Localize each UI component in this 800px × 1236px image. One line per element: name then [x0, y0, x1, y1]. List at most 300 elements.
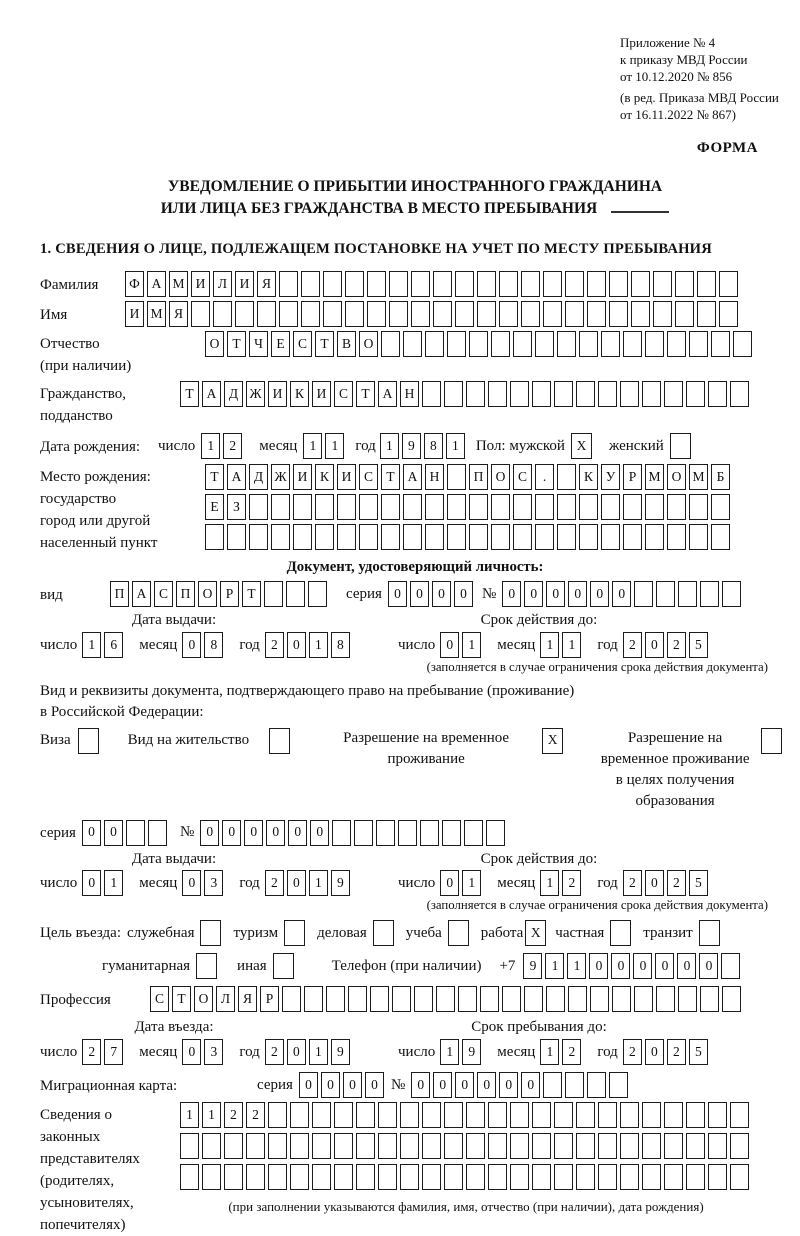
char-box[interactable]: 9: [331, 1039, 350, 1065]
char-box[interactable]: [708, 1133, 727, 1159]
char-box[interactable]: И: [125, 301, 144, 327]
char-box[interactable]: [205, 524, 224, 550]
char-box[interactable]: 0: [440, 870, 459, 896]
char-box[interactable]: 2: [623, 1039, 642, 1065]
char-box[interactable]: X: [525, 920, 546, 946]
char-box[interactable]: Р: [623, 464, 642, 490]
char-box[interactable]: М: [147, 301, 166, 327]
char-box[interactable]: [447, 494, 466, 520]
char-box[interactable]: Ф: [125, 271, 144, 297]
char-box[interactable]: [444, 1102, 463, 1128]
char-box[interactable]: О: [667, 464, 686, 490]
char-box[interactable]: [420, 820, 439, 846]
char-box[interactable]: [587, 301, 606, 327]
char-box[interactable]: [623, 524, 642, 550]
char-box[interactable]: 7: [104, 1039, 123, 1065]
char-box[interactable]: [598, 381, 617, 407]
char-box[interactable]: 0: [288, 820, 307, 846]
char-box[interactable]: [513, 524, 532, 550]
char-box[interactable]: 2: [265, 632, 284, 658]
char-box[interactable]: [464, 820, 483, 846]
char-box[interactable]: [761, 728, 782, 754]
char-box[interactable]: [699, 920, 720, 946]
char-box[interactable]: [196, 953, 217, 979]
char-box[interactable]: [576, 1133, 595, 1159]
char-box[interactable]: [376, 820, 395, 846]
char-box[interactable]: [576, 1102, 595, 1128]
char-box[interactable]: В: [337, 331, 356, 357]
char-box[interactable]: 0: [589, 953, 608, 979]
residence-issue-year-boxes[interactable]: [265, 870, 353, 896]
char-box[interactable]: [392, 986, 411, 1012]
char-box[interactable]: [400, 1102, 419, 1128]
char-box[interactable]: [326, 986, 345, 1012]
char-box[interactable]: С: [150, 986, 169, 1012]
char-box[interactable]: 6: [104, 632, 123, 658]
char-box[interactable]: [323, 301, 342, 327]
char-box[interactable]: [466, 381, 485, 407]
char-box[interactable]: А: [147, 271, 166, 297]
char-box[interactable]: [202, 1133, 221, 1159]
char-box[interactable]: 0: [182, 1039, 201, 1065]
char-box[interactable]: К: [290, 381, 309, 407]
char-box[interactable]: [200, 920, 221, 946]
char-box[interactable]: 1: [202, 1102, 221, 1128]
char-box[interactable]: Р: [260, 986, 279, 1012]
char-box[interactable]: 1: [540, 1039, 559, 1065]
char-box[interactable]: [590, 986, 609, 1012]
char-box[interactable]: [403, 524, 422, 550]
char-box[interactable]: Т: [356, 381, 375, 407]
document-series-boxes[interactable]: [388, 581, 476, 607]
char-box[interactable]: М: [689, 464, 708, 490]
char-box[interactable]: [543, 301, 562, 327]
char-box[interactable]: [722, 581, 741, 607]
char-box[interactable]: Т: [205, 464, 224, 490]
char-box[interactable]: [249, 494, 268, 520]
issue-month-boxes[interactable]: [182, 632, 226, 658]
char-box[interactable]: [334, 1164, 353, 1190]
char-box[interactable]: [609, 271, 628, 297]
char-box[interactable]: [670, 433, 691, 459]
char-box[interactable]: Т: [227, 331, 246, 357]
char-box[interactable]: [444, 1164, 463, 1190]
char-box[interactable]: [148, 820, 167, 846]
char-box[interactable]: [290, 1102, 309, 1128]
char-box[interactable]: [700, 986, 719, 1012]
char-box[interactable]: 1: [540, 870, 559, 896]
char-box[interactable]: [279, 271, 298, 297]
char-box[interactable]: 2: [246, 1102, 265, 1128]
char-box[interactable]: [345, 301, 364, 327]
char-box[interactable]: [293, 524, 312, 550]
char-box[interactable]: [697, 271, 716, 297]
char-box[interactable]: К: [315, 464, 334, 490]
char-box[interactable]: [337, 494, 356, 520]
char-box[interactable]: [466, 1164, 485, 1190]
char-box[interactable]: 0: [611, 953, 630, 979]
char-box[interactable]: [656, 986, 675, 1012]
char-box[interactable]: [576, 1164, 595, 1190]
char-box[interactable]: 0: [287, 632, 306, 658]
purpose-tourism-checkbox[interactable]: [284, 920, 308, 946]
char-box[interactable]: А: [202, 381, 221, 407]
char-box[interactable]: [730, 1164, 749, 1190]
char-box[interactable]: [378, 1164, 397, 1190]
char-box[interactable]: [279, 301, 298, 327]
char-box[interactable]: 0: [82, 820, 101, 846]
char-box[interactable]: [202, 1164, 221, 1190]
char-box[interactable]: А: [403, 464, 422, 490]
char-box[interactable]: [422, 381, 441, 407]
residence-valid-day-boxes[interactable]: [440, 870, 484, 896]
char-box[interactable]: 0: [432, 581, 451, 607]
char-box[interactable]: [466, 1102, 485, 1128]
char-box[interactable]: [271, 494, 290, 520]
valid-month-boxes[interactable]: [540, 632, 584, 658]
char-box[interactable]: [337, 524, 356, 550]
char-box[interactable]: [403, 331, 422, 357]
char-box[interactable]: [332, 820, 351, 846]
char-box[interactable]: [282, 986, 301, 1012]
char-box[interactable]: [488, 381, 507, 407]
char-box[interactable]: [579, 331, 598, 357]
char-box[interactable]: [469, 494, 488, 520]
char-box[interactable]: 0: [222, 820, 241, 846]
temporary-residence-education-checkbox[interactable]: [761, 728, 785, 754]
char-box[interactable]: [656, 581, 675, 607]
char-box[interactable]: [301, 271, 320, 297]
char-box[interactable]: К: [579, 464, 598, 490]
char-box[interactable]: И: [293, 464, 312, 490]
char-box[interactable]: 2: [82, 1039, 101, 1065]
char-box[interactable]: [213, 301, 232, 327]
char-box[interactable]: [308, 581, 327, 607]
char-box[interactable]: Е: [271, 331, 290, 357]
char-box[interactable]: [623, 331, 642, 357]
char-box[interactable]: З: [227, 494, 246, 520]
char-box[interactable]: 1: [325, 433, 344, 459]
char-box[interactable]: [235, 301, 254, 327]
char-box[interactable]: 0: [655, 953, 674, 979]
char-box[interactable]: [620, 1133, 639, 1159]
char-box[interactable]: [554, 1133, 573, 1159]
char-box[interactable]: [414, 986, 433, 1012]
char-box[interactable]: [667, 331, 686, 357]
stay-year-boxes[interactable]: [623, 1039, 711, 1065]
char-box[interactable]: [653, 271, 672, 297]
char-box[interactable]: [466, 1133, 485, 1159]
char-box[interactable]: [535, 331, 554, 357]
char-box[interactable]: [598, 1164, 617, 1190]
char-box[interactable]: [455, 271, 474, 297]
char-box[interactable]: 1: [440, 1039, 459, 1065]
char-box[interactable]: 8: [331, 632, 350, 658]
char-box[interactable]: [312, 1133, 331, 1159]
document-type-boxes[interactable]: [110, 581, 330, 607]
char-box[interactable]: [458, 986, 477, 1012]
char-box[interactable]: [579, 524, 598, 550]
char-box[interactable]: [411, 271, 430, 297]
char-box[interactable]: 8: [204, 632, 223, 658]
char-box[interactable]: Ж: [271, 464, 290, 490]
birth-month-boxes[interactable]: [303, 433, 347, 459]
char-box[interactable]: 9: [523, 953, 542, 979]
char-box[interactable]: [689, 494, 708, 520]
char-box[interactable]: [587, 1072, 606, 1098]
char-box[interactable]: [488, 1133, 507, 1159]
char-box[interactable]: [502, 986, 521, 1012]
char-box[interactable]: [356, 1164, 375, 1190]
char-box[interactable]: [535, 494, 554, 520]
issue-day-boxes[interactable]: [82, 632, 126, 658]
char-box[interactable]: 0: [499, 1072, 518, 1098]
char-box[interactable]: [477, 301, 496, 327]
char-box[interactable]: [721, 953, 740, 979]
char-box[interactable]: Д: [249, 464, 268, 490]
char-box[interactable]: [273, 953, 294, 979]
char-box[interactable]: [246, 1164, 265, 1190]
char-box[interactable]: [126, 820, 145, 846]
char-box[interactable]: 1: [380, 433, 399, 459]
char-box[interactable]: И: [235, 271, 254, 297]
char-box[interactable]: [708, 381, 727, 407]
purpose-work-checkbox[interactable]: [525, 920, 549, 946]
char-box[interactable]: 0: [477, 1072, 496, 1098]
char-box[interactable]: [719, 301, 738, 327]
char-box[interactable]: [675, 301, 694, 327]
char-box[interactable]: [686, 1102, 705, 1128]
char-box[interactable]: [664, 1102, 683, 1128]
char-box[interactable]: [722, 986, 741, 1012]
purpose-study-checkbox[interactable]: [448, 920, 472, 946]
char-box[interactable]: [373, 920, 394, 946]
sex-female-checkbox[interactable]: [670, 433, 694, 459]
char-box[interactable]: [634, 581, 653, 607]
char-box[interactable]: [249, 524, 268, 550]
char-box[interactable]: [180, 1164, 199, 1190]
char-box[interactable]: [422, 1102, 441, 1128]
birth-place-line-3[interactable]: [205, 524, 733, 550]
char-box[interactable]: О: [491, 464, 510, 490]
char-box[interactable]: [697, 301, 716, 327]
char-box[interactable]: [301, 301, 320, 327]
char-box[interactable]: Е: [205, 494, 224, 520]
char-box[interactable]: [348, 986, 367, 1012]
char-box[interactable]: [620, 1164, 639, 1190]
char-box[interactable]: Я: [238, 986, 257, 1012]
phone-boxes[interactable]: [523, 953, 743, 979]
char-box[interactable]: 0: [455, 1072, 474, 1098]
char-box[interactable]: [609, 1072, 628, 1098]
char-box[interactable]: [598, 1133, 617, 1159]
char-box[interactable]: [381, 524, 400, 550]
visa-checkbox[interactable]: [78, 728, 102, 754]
char-box[interactable]: [367, 301, 386, 327]
char-box[interactable]: [664, 381, 683, 407]
char-box[interactable]: [554, 1102, 573, 1128]
char-box[interactable]: 0: [299, 1072, 318, 1098]
char-box[interactable]: 2: [224, 1102, 243, 1128]
char-box[interactable]: 2: [223, 433, 242, 459]
char-box[interactable]: [598, 1102, 617, 1128]
char-box[interactable]: [491, 494, 510, 520]
char-box[interactable]: [543, 271, 562, 297]
char-box[interactable]: 1: [562, 632, 581, 658]
char-box[interactable]: М: [169, 271, 188, 297]
profession-boxes[interactable]: [150, 986, 744, 1012]
char-box[interactable]: 0: [440, 632, 459, 658]
char-box[interactable]: [284, 920, 305, 946]
char-box[interactable]: [268, 1164, 287, 1190]
char-box[interactable]: [224, 1164, 243, 1190]
char-box[interactable]: 0: [287, 1039, 306, 1065]
char-box[interactable]: П: [469, 464, 488, 490]
char-box[interactable]: [510, 1102, 529, 1128]
char-box[interactable]: [612, 986, 631, 1012]
char-box[interactable]: С: [154, 581, 173, 607]
char-box[interactable]: [711, 331, 730, 357]
char-box[interactable]: 3: [204, 1039, 223, 1065]
char-box[interactable]: 5: [689, 1039, 708, 1065]
char-box[interactable]: [488, 1164, 507, 1190]
char-box[interactable]: [664, 1164, 683, 1190]
char-box[interactable]: 2: [667, 1039, 686, 1065]
char-box[interactable]: 0: [182, 870, 201, 896]
char-box[interactable]: [532, 1164, 551, 1190]
birth-place-line-2[interactable]: [205, 494, 733, 520]
char-box[interactable]: [620, 1102, 639, 1128]
char-box[interactable]: Ж: [246, 381, 265, 407]
char-box[interactable]: [304, 986, 323, 1012]
char-box[interactable]: [486, 820, 505, 846]
char-box[interactable]: [448, 920, 469, 946]
char-box[interactable]: [411, 301, 430, 327]
char-box[interactable]: [334, 1133, 353, 1159]
char-box[interactable]: 1: [567, 953, 586, 979]
purpose-official-checkbox[interactable]: [200, 920, 224, 946]
char-box[interactable]: 9: [331, 870, 350, 896]
char-box[interactable]: [356, 1102, 375, 1128]
char-box[interactable]: [323, 271, 342, 297]
patronymic-boxes[interactable]: [205, 331, 755, 357]
char-box[interactable]: [689, 524, 708, 550]
char-box[interactable]: [642, 1133, 661, 1159]
char-box[interactable]: Ч: [249, 331, 268, 357]
char-box[interactable]: 9: [402, 433, 421, 459]
char-box[interactable]: Н: [425, 464, 444, 490]
char-box[interactable]: [645, 494, 664, 520]
char-box[interactable]: Т: [172, 986, 191, 1012]
char-box[interactable]: [480, 986, 499, 1012]
char-box[interactable]: Д: [224, 381, 243, 407]
char-box[interactable]: 0: [266, 820, 285, 846]
char-box[interactable]: 0: [590, 581, 609, 607]
char-box[interactable]: [730, 1133, 749, 1159]
char-box[interactable]: [447, 331, 466, 357]
char-box[interactable]: [378, 1102, 397, 1128]
char-box[interactable]: 0: [612, 581, 631, 607]
char-box[interactable]: Л: [213, 271, 232, 297]
char-box[interactable]: Т: [315, 331, 334, 357]
char-box[interactable]: [513, 331, 532, 357]
char-box[interactable]: [631, 271, 650, 297]
char-box[interactable]: [381, 494, 400, 520]
char-box[interactable]: [623, 494, 642, 520]
char-box[interactable]: 0: [410, 581, 429, 607]
char-box[interactable]: [381, 331, 400, 357]
char-box[interactable]: 1: [309, 870, 328, 896]
valid-day-boxes[interactable]: [440, 632, 484, 658]
char-box[interactable]: И: [337, 464, 356, 490]
char-box[interactable]: [554, 381, 573, 407]
birth-year-boxes[interactable]: [380, 433, 468, 459]
char-box[interactable]: [711, 524, 730, 550]
char-box[interactable]: 5: [689, 870, 708, 896]
char-box[interactable]: 0: [244, 820, 263, 846]
char-box[interactable]: [733, 331, 752, 357]
char-box[interactable]: [601, 524, 620, 550]
char-box[interactable]: С: [359, 464, 378, 490]
char-box[interactable]: [312, 1164, 331, 1190]
char-box[interactable]: [708, 1164, 727, 1190]
char-box[interactable]: [521, 301, 540, 327]
char-box[interactable]: [422, 1133, 441, 1159]
char-box[interactable]: [444, 381, 463, 407]
char-box[interactable]: [678, 581, 697, 607]
birth-place-line-1[interactable]: [205, 464, 733, 490]
char-box[interactable]: [389, 271, 408, 297]
char-box[interactable]: [191, 301, 210, 327]
char-box[interactable]: [532, 381, 551, 407]
char-box[interactable]: [675, 271, 694, 297]
char-box[interactable]: 0: [104, 820, 123, 846]
char-box[interactable]: [700, 581, 719, 607]
sex-male-checkbox[interactable]: [571, 433, 595, 459]
char-box[interactable]: [568, 986, 587, 1012]
char-box[interactable]: [469, 331, 488, 357]
char-box[interactable]: [645, 331, 664, 357]
char-box[interactable]: О: [194, 986, 213, 1012]
char-box[interactable]: 1: [446, 433, 465, 459]
char-box[interactable]: [609, 301, 628, 327]
char-box[interactable]: X: [571, 433, 592, 459]
char-box[interactable]: [653, 301, 672, 327]
char-box[interactable]: [557, 331, 576, 357]
char-box[interactable]: [268, 1133, 287, 1159]
char-box[interactable]: 0: [677, 953, 696, 979]
char-box[interactable]: [334, 1102, 353, 1128]
representatives-line-1[interactable]: [180, 1102, 752, 1128]
char-box[interactable]: [642, 1164, 661, 1190]
representatives-line-3[interactable]: [180, 1164, 752, 1190]
char-box[interactable]: [711, 494, 730, 520]
purpose-humanitarian-checkbox[interactable]: [196, 953, 220, 979]
char-box[interactable]: 1: [104, 870, 123, 896]
char-box[interactable]: Я: [169, 301, 188, 327]
char-box[interactable]: 2: [265, 870, 284, 896]
char-box[interactable]: [579, 494, 598, 520]
char-box[interactable]: [425, 331, 444, 357]
char-box[interactable]: 1: [303, 433, 322, 459]
char-box[interactable]: 2: [623, 870, 642, 896]
stay-month-boxes[interactable]: [540, 1039, 584, 1065]
citizenship-boxes[interactable]: [180, 381, 752, 407]
char-box[interactable]: [469, 524, 488, 550]
char-box[interactable]: [667, 494, 686, 520]
migration-number-boxes[interactable]: [411, 1072, 631, 1098]
char-box[interactable]: 0: [321, 1072, 340, 1098]
